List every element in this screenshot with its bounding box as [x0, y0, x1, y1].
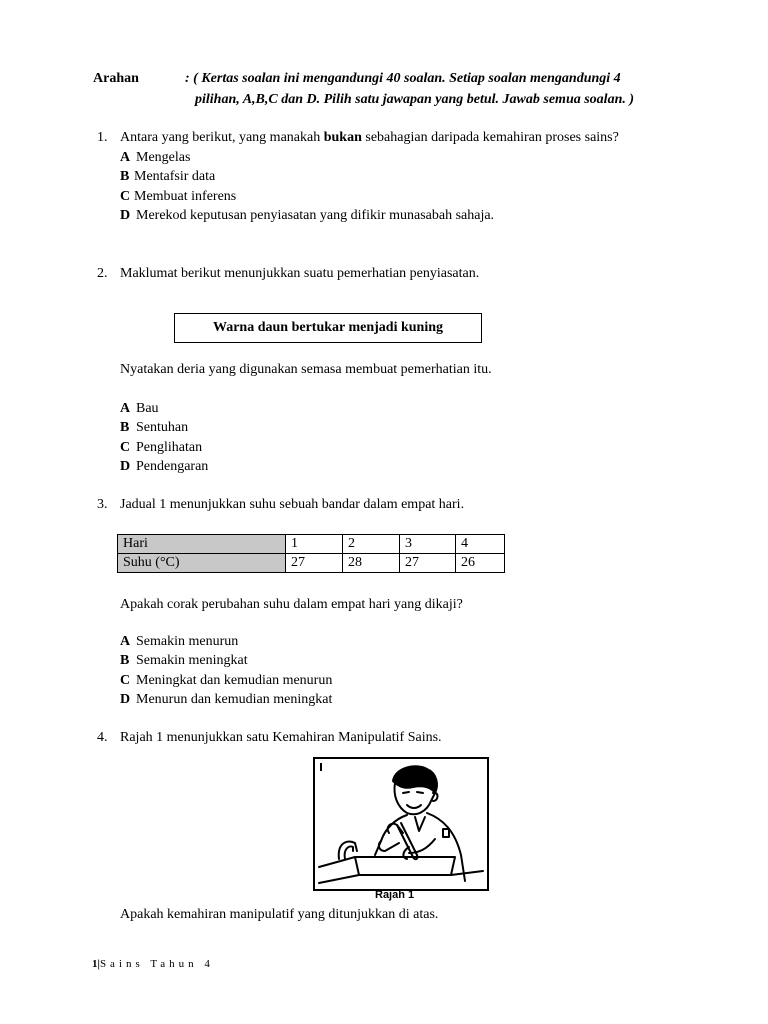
observation-box: Warna daun bertukar menjadi kuning [174, 313, 482, 343]
question-1-text: Antara yang berikut, yang manakah bukan sebahagian daripada kemahiran proses sains? [120, 130, 619, 145]
question-4-text: Rajah 1 menunjukkan satu Kemahiran Manipulatif Sains. [120, 730, 442, 745]
question-2-option-a: A Bau [120, 401, 159, 416]
figure-boy-washing-test-tube [313, 757, 489, 891]
instruction-line-2: pilihan, A,B,C dan D. Pilih satu jawapan yang betul. Jawab semua soalan. ) [195, 92, 635, 107]
page-number: 1 [92, 958, 98, 970]
question-3-prompt: Apakah corak perubahan suhu dalam empat hari yang dikaji? [120, 597, 463, 612]
temperature-table [117, 534, 505, 573]
table-cell: 2 [343, 535, 400, 554]
question-2-option-c: C Penglihatan [120, 440, 203, 455]
question-3-text: Jadual 1 menunjukkan suhu sebuah bandar dalam empat hari. [120, 497, 465, 512]
question-2-option-b: B Sentuhan [120, 420, 189, 435]
question-2-number: 2. [97, 266, 108, 281]
question-2-option-d: D Pendengaran [120, 459, 209, 474]
question-3-option-d: D Menurun dan kemudian meningkat [120, 692, 333, 707]
question-1-option-b: B Mentafsir data [120, 169, 216, 184]
table-cell: 27 [400, 554, 456, 573]
question-2-prompt: Nyatakan deria yang digunakan semasa membuat pemerhatian itu. [120, 362, 492, 377]
question-3-option-c: C Meningkat dan kemudian menurun [120, 673, 333, 688]
table-cell: 1 [286, 535, 343, 554]
question-2-text: Maklumat berikut menunjukkan suatu pemerhatian penyiasatan. [120, 266, 480, 281]
page-footer [92, 958, 214, 970]
question-3-option-b: B Semakin meningkat [120, 653, 248, 668]
instruction-line-1: : ( Kertas soalan ini mengandungi 40 soalan. Setiap soalan mengandungi 4 [185, 71, 621, 86]
question-1-number: 1. [97, 130, 108, 145]
footer-title: Sains Tahun 4 [99, 958, 214, 970]
question-4-prompt: Apakah kemahiran manipulatif yang ditunjukkan di atas. [120, 907, 439, 922]
figure-caption: Rajah 1 [375, 889, 415, 901]
question-4-number: 4. [97, 730, 108, 745]
table-cell: 27 [286, 554, 343, 573]
table-row [118, 535, 505, 554]
question-3-number: 3. [97, 497, 108, 512]
question-1-option-d: D Merekod keputusan penyiasatan yang difikir munasabah sahaja. [120, 208, 495, 223]
table-row [118, 554, 505, 573]
question-1-option-a: A Mengelas [120, 150, 191, 165]
table-cell: 4 [456, 535, 505, 554]
instruction-label: Arahan [93, 71, 139, 86]
table-cell: Hari [118, 535, 286, 554]
question-3-option-a: A Semakin menurun [120, 634, 239, 649]
question-1-option-c: C Membuat inferens [120, 189, 237, 204]
table-cell: Suhu (°C) [118, 554, 286, 573]
table-cell: 28 [343, 554, 400, 573]
table-cell: 3 [400, 535, 456, 554]
table-cell: 26 [456, 554, 505, 573]
footer-separator: | [97, 958, 100, 970]
